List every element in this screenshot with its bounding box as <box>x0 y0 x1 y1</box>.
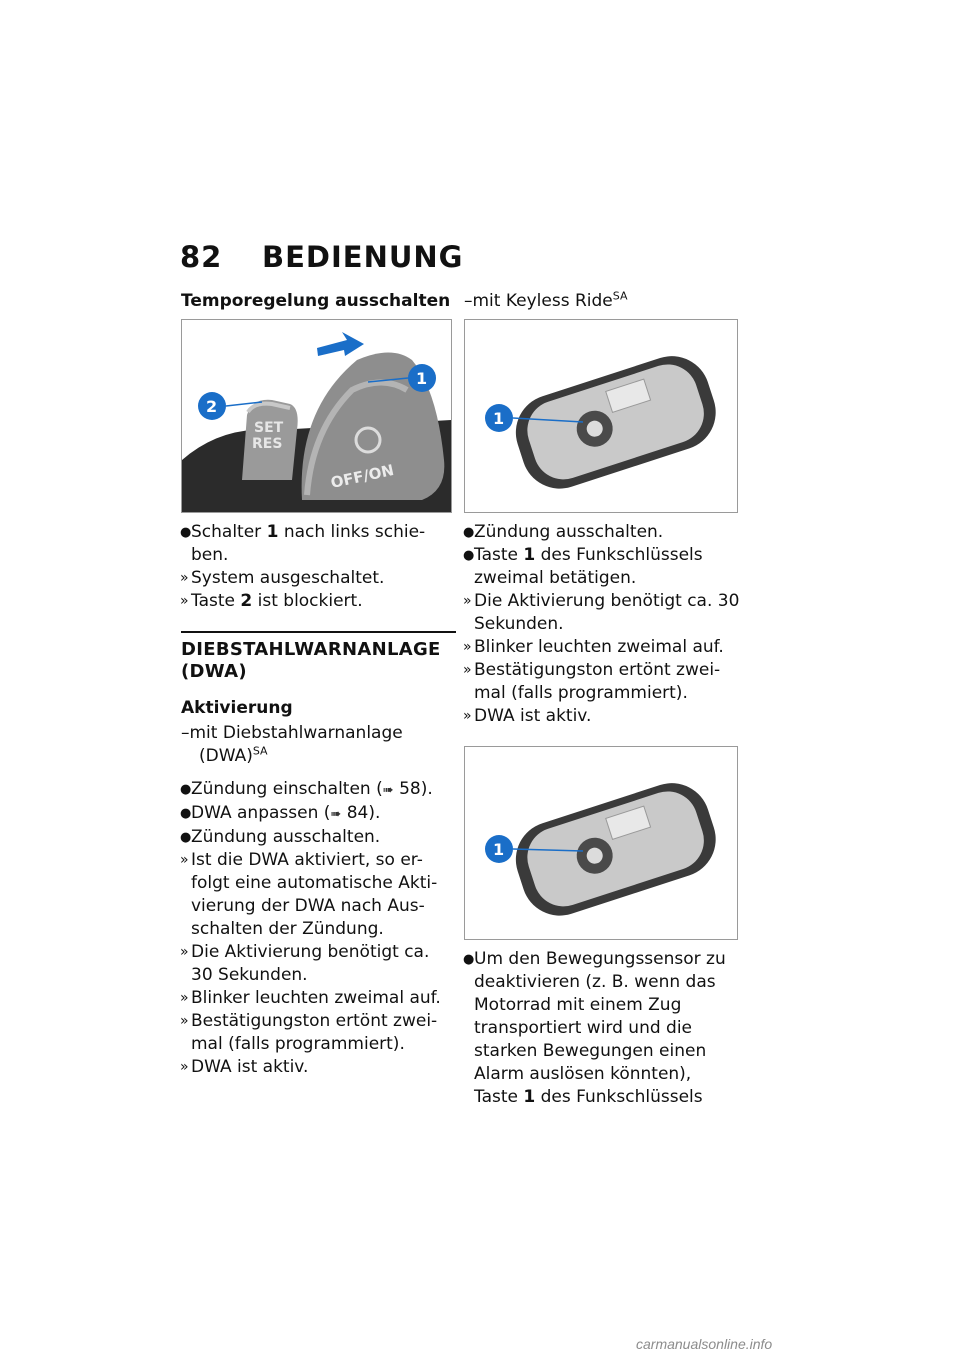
list-item: » Taste 2 ist blockiert. <box>180 591 363 611</box>
dwa-steps-list <box>181 778 456 1079</box>
list-item: » Die Aktivierung benötigt ca. 30 Sekunden. <box>180 942 430 985</box>
cruise-control-heading: Temporegelung ausschalten <box>181 291 451 311</box>
page-ref-arrow-icon: ➠ <box>382 783 394 798</box>
cruise-steps-list <box>181 521 456 613</box>
list-item: » Blinker leuchten zweimal auf. <box>180 988 441 1008</box>
keyfob-figure-2 <box>464 746 738 940</box>
list-item: ● Zündung ausschalten. <box>463 522 664 542</box>
list-item: » DWA ist aktiv. <box>463 706 592 726</box>
list-item: » Ist die DWA aktiviert, so er- folgt eine automatische Akti- vierung der DWA nach Aus- schalten der Zündung. <box>180 850 438 939</box>
callout-1: 1 <box>416 369 428 388</box>
list-item: ● Schalter 1 nach links schie- ben. <box>180 522 426 565</box>
dwa-section-title: DIEBSTAHLWARNANLAGE (DWA) <box>181 639 441 682</box>
callout-1: 1 <box>493 840 505 859</box>
callout-1: 1 <box>493 409 505 428</box>
watermark: carmanualsonline.info <box>636 1336 773 1352</box>
section-divider <box>181 631 456 633</box>
list-item: » Bestätigungston ertönt zwei- mal (falls programmiert). <box>463 660 721 703</box>
list-item: » DWA ist aktiv. <box>180 1057 309 1077</box>
list-item: ● Taste 1 des Funkschlüssels zweimal betätigen. <box>463 545 703 588</box>
keyfob-illustration <box>465 747 737 939</box>
cruise-switch-illustration <box>182 320 451 512</box>
offon-label: OFF/ON <box>329 460 396 492</box>
list-item: ● Zündung einschalten (➠ 58). <box>180 779 433 799</box>
page-number: 82 <box>180 240 223 274</box>
list-item: ● Zündung ausschalten. <box>180 827 381 847</box>
chapter-title: BEDIENUNG <box>262 240 464 274</box>
variant-dwa: –mit Diebstahlwarnanlage (DWA)$^{SA}$ <box>181 723 403 766</box>
page-ref-arrow-icon: ➠ <box>330 807 342 822</box>
activation-heading: Aktivierung <box>181 698 293 718</box>
right-column <box>464 290 740 1109</box>
list-item: » Bestätigungston ertönt zwei- mal (falls programmiert). <box>180 1011 438 1054</box>
callout-2: 2 <box>206 397 218 416</box>
left-column <box>181 290 456 1079</box>
keyfob-figure-1 <box>464 319 738 513</box>
list-item: » Blinker leuchten zweimal auf. <box>463 637 724 657</box>
keyless-steps-list <box>464 521 740 728</box>
variant-keyless: –mit Keyless Ride$^{SA}$ <box>464 289 628 311</box>
list-item: ● Um den Bewegungssensor zu deaktivieren (z. B. wenn das Motorrad mit einem Zug transportiert wird und die starken Bewegungen einen Alarm auslösen könnten), Taste 1 des Funkschlüssels <box>463 949 726 1107</box>
cruise-switch-figure <box>181 319 452 513</box>
motion-sensor-list <box>464 948 740 1109</box>
keyfob-illustration <box>465 320 737 512</box>
list-item: ● DWA anpassen (➠ 84). <box>180 803 381 823</box>
list-item: » System ausgeschaltet. <box>180 568 385 588</box>
list-item: » Die Aktivierung benötigt ca. 30 Sekunden. <box>463 591 740 634</box>
res-label: RES <box>252 436 283 452</box>
set-label: SET <box>254 420 284 436</box>
